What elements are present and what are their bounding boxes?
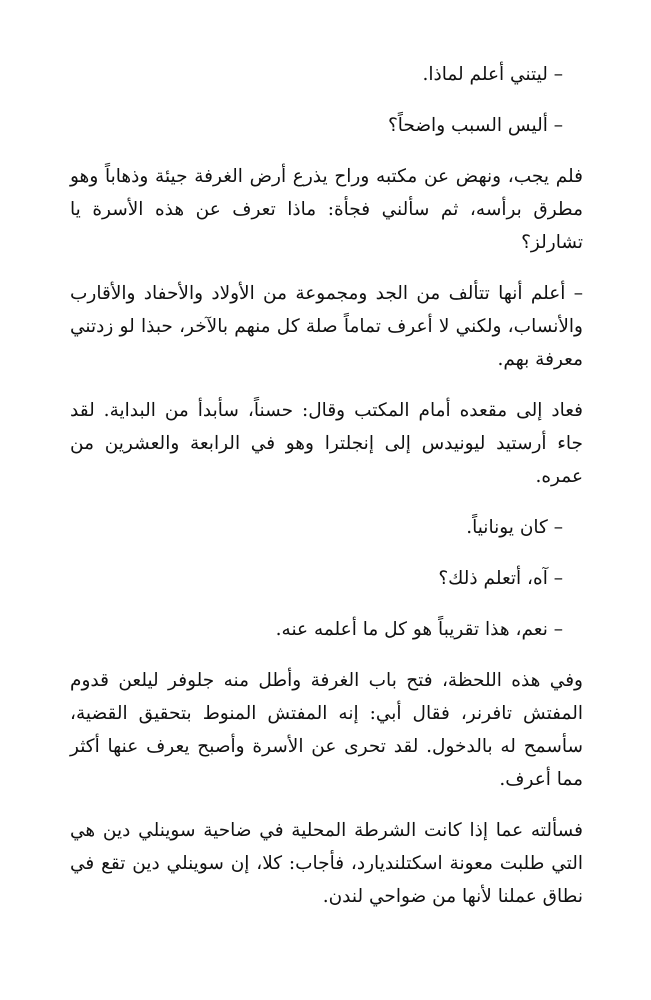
prose-paragraph: فسألته عما إذا كانت الشرطة المحلية في ضاحية سوينلي دين هي التي طلبت معونة اسكتلنديارد، فأجاب: كلا، إن سوينلي دين تقع في نطاق عملنا لأنها من ضواحي لندن. xyxy=(70,820,583,907)
dialogue-line: – نعم، هذا تقريباً هو كل ما أعلمه عنه. xyxy=(275,619,563,640)
dialogue-line: – ليتني أعلم لماذا. xyxy=(422,64,563,85)
book-page xyxy=(70,58,583,931)
prose-paragraph: فعاد إلى مقعده أمام المكتب وقال: حسناً، سأبدأ من البداية. لقد جاء أرستيد ليونيدس إلى إنجلترا وهو في الرابعة والعشرين من عمره. xyxy=(70,400,583,487)
dialogue-line: – آه، أتعلم ذلك؟ xyxy=(438,568,563,589)
dialogue-line: – أليس السبب واضحاً؟ xyxy=(387,115,563,136)
prose-paragraph: – أعلم أنها تتألف من الجد ومجموعة من الأولاد والأحفاد والأقارب والأنساب، ولكني لا أعرف تماماً صلة كل منهم بالآخر، حبذا لو زدتني معرفة بهم. xyxy=(70,283,583,370)
dialogue-line: – كان يونانياً. xyxy=(466,517,563,538)
prose-paragraph: وفي هذه اللحظة، فتح باب الغرفة وأطل منه جلوفر ليلعن قدوم المفتش تافرنر، فقال أبي: إنه المفتش المنوط بتحقيق القضية، سأسمح له بالدخول. لقد تحرى عن الأسرة وأصبح يعرف عنها أكثر مما أعرف. xyxy=(70,670,583,790)
prose-paragraph: فلم يجب، ونهض عن مكتبه وراح يذرع أرض الغرفة جيئة وذهاباً وهو مطرق برأسه، ثم سألني فجأة: ماذا تعرف عن هذه الأسرة يا تشارلز؟ xyxy=(70,166,583,253)
